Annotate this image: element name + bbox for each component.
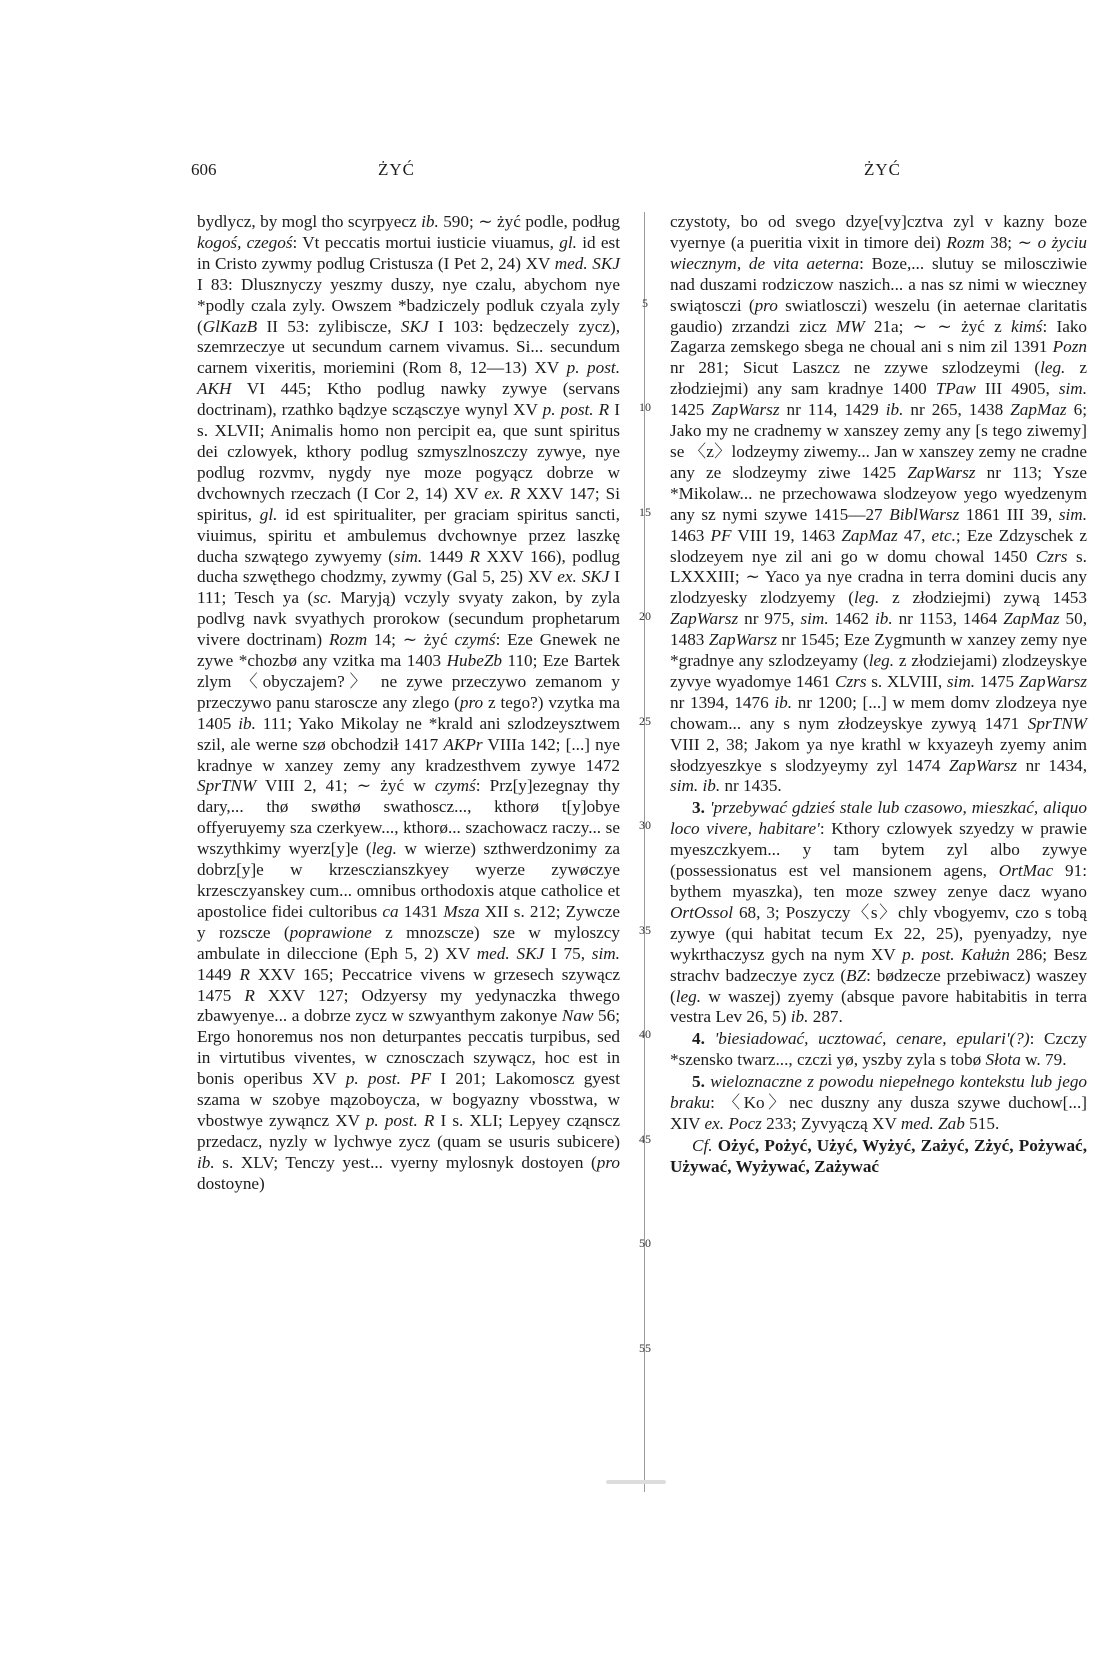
right-column bbox=[670, 212, 1087, 1178]
line-number: 5 bbox=[642, 296, 648, 310]
left-headword: ŻYĆ bbox=[378, 160, 415, 179]
line-number: 20 bbox=[639, 609, 651, 623]
line-number-gutter bbox=[627, 212, 667, 1492]
sense-4: 4. 'biesiadować, ucztować, cenare, epulari'(?): Czczy *szensko twarz..., czczi yø, yszby zyla s tobø Słota w. 79. bbox=[670, 1029, 1087, 1070]
line-number: 40 bbox=[639, 1027, 651, 1041]
sense-3: 3. 'przebywać gdzieś stale lub czasowo, mieszkać, aliquo loco vivere, habitare': Kthory czlowyek szyedzy w prawie myeszczkyem... y tam bytem zyl albo zywye (possessionatus est vel mansionem agens, OrtMac 91: bythem myaszka), ten moze szwey zenye dacz wyano OrtOssol 68, 3; Poszyczy〈s〉chly vbogyemv, czo s tobą zywye (qui habitat tecum Ex 22, 25), pyenyadzy, nye wykrthaczysz gych na nym XV p. post. Kałużn 286; Besz strachv badzeczye zycz (BZ: bødzecze przebiwacz) waszey (leg. w waszej) zyemy (absque pavore habitabitis in terra vestra Lev 26, 5) ib. 287. bbox=[670, 798, 1088, 1027]
sense-5: 5. wieloznaczne z powodu niepełnego kontekstu lub jego braku: 〈Ko〉nec duszny any dusza szywe duchow[...] XIV ex. Pocz 233; Zyvyączą XV med. Zab 515. bbox=[670, 1072, 1088, 1133]
line-number: 50 bbox=[639, 1236, 651, 1250]
line-number: 30 bbox=[639, 818, 651, 832]
left-column bbox=[197, 212, 620, 1195]
running-header bbox=[0, 160, 1120, 190]
line-number: 10 bbox=[639, 400, 651, 414]
line-number: 35 bbox=[639, 923, 651, 937]
line-number: 45 bbox=[639, 1132, 651, 1146]
cross-references: Cf. Ożyć, Pożyć, Użyć, Wyżyć, Zażyć, Zżyć, Pożywać, Używać, Wyżywać, Zażywać bbox=[670, 1135, 1087, 1176]
page-number: 606 bbox=[191, 160, 217, 179]
line-number: 15 bbox=[639, 505, 651, 519]
line-number: 55 bbox=[639, 1341, 651, 1355]
scan-smudge bbox=[606, 1480, 666, 1484]
right-headword: ŻYĆ bbox=[864, 160, 901, 179]
line-number: 25 bbox=[639, 714, 651, 728]
right-paragraph: czystoty, bo od svego dzye[vy]cztva zyl v kazny boze vyernye (a pueritia vixit in timore dei) Rozm 38; ~ o życiu wiecznym, de vita aeterna: Boze,... slutuy se miloscziwie nad duszami rodziczow naszich... a nas sz nimi w wieczney swiątosczi (pro swiatlosczi) weszelu (in aeternae claritatis gaudio) zrzandzi zicz MW 21a; ~ ~ żyć z kimś: Iako Zagarza zemskego sbega ne choual ani s nim zil 1391 Pozn nr 281; Sicut Laszcz ne zzywe szlodzeymi (leg. z złodziejmi) any sam kradnye 1400 TPaw III 4905, sim. 1425 ZapWarsz nr 114, 1429 ib. nr 265, 1438 ZapMaz 6; Jako my ne cradnemy w xanszey zemy any [s tego ziwemy] se 〈z〉lodzeymy ziwemy... Jan w xanszey zemy ne cradne any ze slodzeymy ziwe 1425 ZapWarsz nr 113; Ysze *Mikolaw... ne przechowawa slodzeyow yego wyedzenym any sz nymi szywe 1415—27 BiblWarsz 1861 III 39, sim. 1463 PF VIII 19, 1463 ZapMaz 47, etc.; Eze Zdzyschek z slodzeyem nye zil ani go w domu chowal 1450 Czrs s. LXXXIII; ~ Yaco ya nye cradna in terra domini ducis any zlodzyesky zlodzyemy (leg. z złodziejmi) zywą 1453 ZapWarsz nr 975, sim. 1462 ib. nr 1153, 1464 ZapMaz 50, 1483 ZapWarsz nr 1545; Eze Zygmunth w xanzey zemy nye *gradnye any szlodzeyamy (leg. z złodziejami) zlodzeyskye zyvye wyadomye 1461 Czrs s. XLVIII, sim. 1475 ZapWarsz nr 1394, 1476 ib. nr 1200; [...] w mem domv zlodzeya nye chowam... any s nym złodzeyskye zywyą 1471 SprTNW VIII 2, 38; Jakom ya nye krathl w kxyazeyh zyemy anim słodzyeszkye s slodzyeymy zyl 1474 ZapWarsz nr 1434, sim. ib. nr 1435. bbox=[670, 212, 1088, 796]
left-paragraph: bydlycz, by mogl tho scyrpyecz ib. 590; ~ żyć podle, podług kogoś, czegoś: Vt peccatis mortui iusticie viuamus, gl. id est in Cristo zywmy podlug Cristusza (I Pet 2, 24) XV med. SKJ I 83: Dlusznyczy yeszmy duszy, nye czalu, abychom nye *podly czala zyly. Owszem *badziczely podluk czyala zyly (GlKazB II 53: zylibiscze, SKJ I 103: będzeczely zycz), szemrzeczye ut secundum carnem vivamus. Si... secundum carnem vixeritis, moriemini (Rom 8, 12—13) XV p. post. AKH VI 445; Ktho podlug nawky zywye (servans doctrinam), rzathko bądzye scząsczye wynyl XV p. post. R I s. XLVII; Animalis homo non percipit ea, que sunt spiritus dei czlowyek, kthory podlug szmyszlnoszczy zywye, nye podlug rozvmv, nygdy nye moze pogyącz dobrze w dvchownych rzeczach (I Cor 2, 14) XV ex. R XXV 147; Si spiritus, gl. id est spiritualiter, per graciam spiritus sancti, viuimus, spiritu et ambulemus dvchownye przez laszkę ducha szwątego zywyemy (sim. 1449 R XXV 166), podlug ducha szwęthego chodzmy, zywmy (Gal 5, 25) XV ex. SKJ I 111; Tesch ya (sc. Maryją) vczyly svyaty zakon, by zyla podlvg navk svyathych prorokow (secundum prophetarum vivere doctrinam) Rozm 14; ~ żyć czymś: Eze Gnewek ne zywe *chozbø any vzitka ma 1403 HubeZb 110; Eze Bartek zlym 〈obyczajem?〉 ne zywe przeczywo zemanom y przeczywo panu staroscze any zlego (pro z tego?) vzytka ma 1405 ib. 111; Yako Mikolay ne *krald ani szlodzeysztwem szil, ale werne szø obchodził 1417 AKPr VIIIa 142; [...] nye kradnye w xanzey zemy any kradzesthvem zywye 1472 SprTNW VIII 2, 41; ~ żyć w czymś: Prz[y]ezegnay thy dary,... thø swøthø swathoscz..., kthorø t[y]obye offyeruyemy sza czerkyew..., kthorø... szachowacz raczy... se wszythkimy wyerz[y]e (leg. w wierze) szthwerdzonimy za dobrz[y]e w krzesczianszkyey wyerze zywøczye krzesczyanskey cum... omnibus orthodoxis atque catholice et apostolice fidei cultoribus ca 1431 Msza XII s. 212; Zywcze y rozscze (poprawione z mnozscze) sze w myloszcy ambulate in dileccione (Eph 5, 2) XV med. SKJ I 75, sim. 1449 R XXV 165; Peccatrice vivens w grzesech szywącz 1475 R XXV 127; Odzyersy my yedynaczka thwego zbawyenye... a dobrze zycz w szwyanthym zakonye Naw 56; Ergo honoremus nos non deturpantes peccatis turpibus, sed in virtutibus viventes, w cznosczach szywącz, hoc est in bonis operibus XV p. post. PF I 201; Lakomoscz gyest szama w szobye mązoboycza, w bogyazny vbosstwa, w vbostwye zywąncz XV p. post. R I s. XLI; Lepyey cząnscz przedacz, nyzly w lychwye zycz (quam se usuris subicere) ib. s. XLV; Tenczy yest... vyerny mylosnyk dostoyen (pro dostoyne) bbox=[197, 212, 621, 1193]
